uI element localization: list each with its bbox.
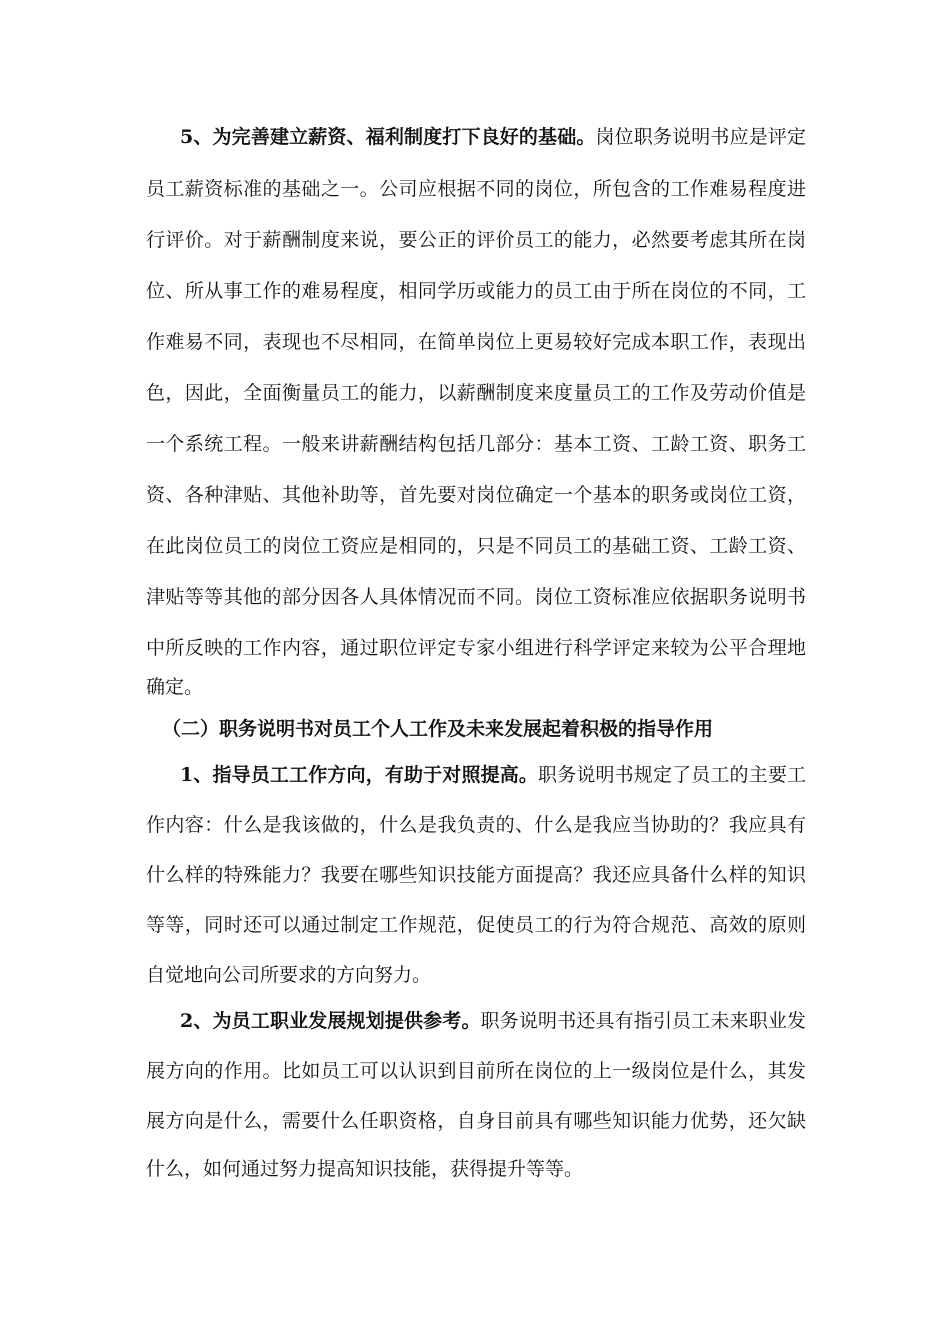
paragraph-1-line-2: 作内容：什么是我该做的，什么是我负责的、什么是我应当协助的？我应具有 <box>146 814 806 836</box>
paragraph-5-line-10: 津贴等等其他的部分因各人具体情况而不同。岗位工资标准应依据职务说明书 <box>146 586 806 608</box>
section-heading: （二）职务说明书对员工个人工作及未来发展起着积极的指导作用 <box>162 718 714 740</box>
paragraph-2-line-1 <box>180 1009 806 1033</box>
paragraph-5-line-1 <box>180 125 806 149</box>
paragraph-2-line-4: 什么，如何通过努力提高知识技能，获得提升等等。 <box>146 1158 584 1180</box>
paragraph-5-line-8: 资、各种津贴、其他补助等，首先要对岗位确定一个基本的职务或岗位工资， <box>146 484 806 506</box>
paragraph-2-line-2: 展方向的作用。比如员工可以认识到目前所在岗位的上一级岗位是什么，其发 <box>146 1060 806 1082</box>
paragraph-2-lead-heading: 2、为员工职业发展规划提供参考。 <box>180 1010 481 1032</box>
paragraph-5-line-7: 一个系统工程。一般来讲薪酬结构包括几部分：基本工资、工龄工资、职务工 <box>146 433 806 455</box>
paragraph-1-lead-text: 职务说明书规定了员工的主要工 <box>538 764 806 786</box>
paragraph-5-line-11: 中所反映的工作内容，通过职位评定专家小组进行科学评定来较为公平合理地 <box>146 637 806 659</box>
paragraph-1-line-3: 什么样的特殊能力？我要在哪些知识技能方面提高？我还应具备什么样的知识 <box>146 864 806 886</box>
paragraph-5-line-3: 行评价。对于薪酬制度来说，要公正的评价员工的能力，必然要考虑其所在岗 <box>146 229 806 251</box>
paragraph-2-lead-text: 职务说明书还具有指引员工未来职业发 <box>480 1010 806 1032</box>
paragraph-2-line-3: 展方向是什么，需要什么任职资格，自身目前具有哪些知识能力优势，还欠缺 <box>146 1110 806 1132</box>
paragraph-5-line-6: 色，因此，全面衡量员工的能力，以薪酬制度来度量员工的工作及劳动价值是 <box>146 382 806 404</box>
paragraph-1-line-5: 自觉地向公司所要求的方向努力。 <box>146 964 432 986</box>
paragraph-5-line-12: 确定。 <box>146 676 204 698</box>
paragraph-1-line-4: 等等，同时还可以通过制定工作规范，促使员工的行为符合规范、高效的原则 <box>146 914 806 936</box>
paragraph-1-line-1 <box>180 763 806 787</box>
paragraph-5-line-4: 位、所从事工作的难易程度，相同学历或能力的员工由于所在岗位的不同，工 <box>146 280 806 302</box>
paragraph-5-line-9: 在此岗位员工的岗位工资应是相同的，只是不同员工的基础工资、工龄工资、 <box>146 535 806 557</box>
paragraph-5-lead-heading: 5、为完善建立薪资、福利制度打下良好的基础。 <box>180 126 596 148</box>
paragraph-1-lead-heading: 1、指导员工工作方向，有助于对照提高。 <box>180 764 539 786</box>
paragraph-5-line-5: 作难易不同，表现也不尽相同，在简单岗位上更易较好完成本职工作，表现出 <box>146 331 806 353</box>
paragraph-5-lead-text: 岗位职务说明书应是评定 <box>595 126 806 148</box>
paragraph-5-line-2: 员工薪资标准的基础之一。公司应根据不同的岗位，所包含的工作难易程度进 <box>146 178 806 200</box>
